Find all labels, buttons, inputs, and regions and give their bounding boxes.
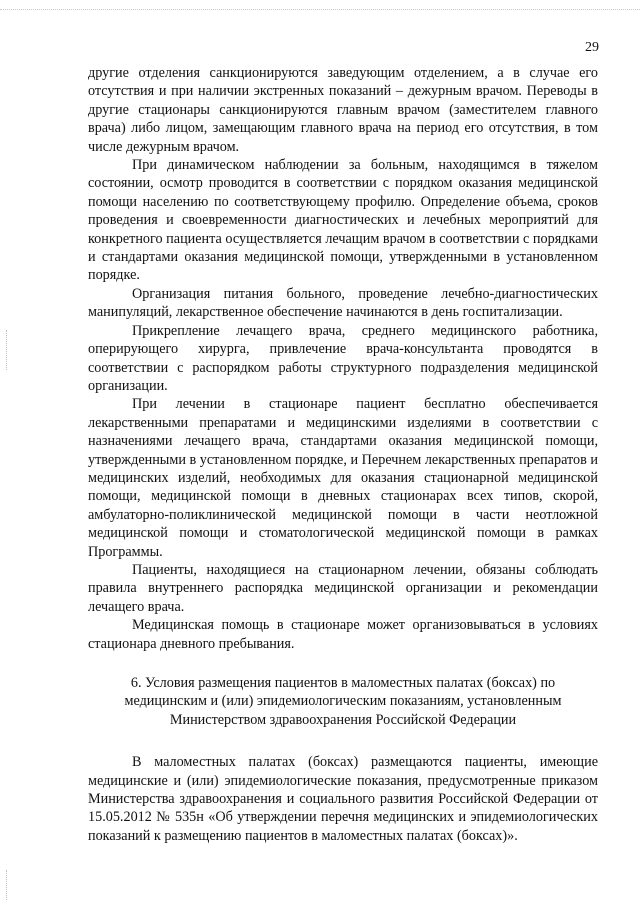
scan-edge-mark (0, 9, 640, 10)
document-body (88, 64, 598, 845)
paragraph: Организация питания больного, проведение лечебно-диагностических манипуляций, лекарственное обеспечение начинаются в день госпитализации. (88, 285, 598, 321)
section-heading-line: 6. Условия размещения пациентов в маломестных палатах (боксах) по (130, 675, 556, 691)
page-number: 29 (585, 40, 599, 55)
section-heading (88, 674, 598, 729)
scan-edge-mark (6, 330, 7, 370)
paragraph: При лечении в стационаре пациент бесплатно обеспечивается лекарственными препаратами и медицинскими изделиями в соответствии с назначениями лечащего врача, стандартами оказания медицинской помощи, утвержденными в установленном порядке, и Перечнем лекарственных препаратов и медицинских изделий, необходимых для оказания стационарной медицинской помощи, медицинской помощи в дневных стационарах всех типов, скорой, амбулаторно-поликлинической медицинской помощи в части неотложной медицинской помощи и стоматологической медицинской помощи в рамках Программы. (88, 396, 598, 560)
paragraph: Прикрепление лечащего врача, среднего медицинского работника, оперирующего хирурга, привлечение врача-консультанта проводятся в соответствии с распорядком работы структурного подразделения медицинской организации. (88, 322, 598, 394)
section-heading-line: Министерством здравоохранения Российской Федерации (169, 711, 517, 728)
paragraph-continued: другие отделения санкционируются заведующим отделением, а в случае его отсутствия и при наличии экстренных показаний – дежурным врачом. Переводы в другие стационары санкционируются главным врачом (заместителем главного врача) либо лицом, замещающим главного врача на период его отсутствия, в том числе дежурным врачом. (88, 65, 598, 155)
paragraph: Пациенты, находящиеся на стационарном лечении, обязаны соблюдать правила внутреннего распорядка медицинской организации и рекомендации лечащего врача. (88, 561, 598, 615)
paragraph: В маломестных палатах (боксах) размещаются пациенты, имеющие медицинские и (или) эпидемиологические показания, предусмотренные приказом Министерства здравоохранения и социального развития Российской Федерации от 15.05.2012 № 535н «Об утверждении перечня медицинских и эпидемиологических показаний к размещению пациентов в маломестных палатах (боксах)». (88, 754, 598, 844)
section-heading-line: медицинским и (или) эпидемиологическим показаниям, установленным (124, 693, 562, 710)
paragraph: При динамическом наблюдении за больным, находящимся в тяжелом состоянии, осмотр проводится в соответствии с порядком оказания медицинской помощи населению по соответствующему профилю. Определение объема, сроков проведения и своевременности диагностических и лечебных мероприятий для конкретного пациента осуществляется лечащим врачом в соответствии с порядками и стандартами оказания медицинской помощи, утвержденными в установленном порядке. (88, 157, 598, 284)
paragraph: Медицинская помощь в стационаре может организовываться в условиях стационара дневного пребывания. (88, 617, 598, 652)
scan-edge-mark (6, 870, 7, 900)
